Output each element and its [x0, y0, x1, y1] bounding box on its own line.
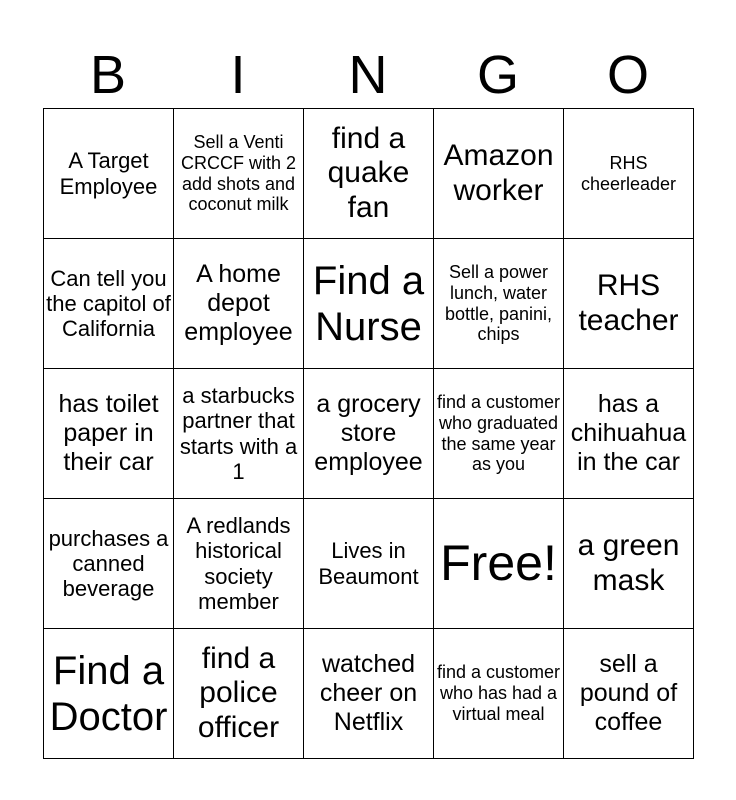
cell-text: A home depot employee — [184, 260, 293, 346]
bingo-cell[interactable] — [434, 369, 564, 499]
bingo-cell[interactable] — [174, 239, 304, 369]
bingo-cell[interactable] — [174, 369, 304, 499]
bingo-cell[interactable] — [434, 239, 564, 369]
bingo-cell[interactable] — [304, 369, 434, 499]
bingo-cell[interactable] — [564, 369, 694, 499]
bingo-cell[interactable] — [564, 109, 694, 239]
bingo-cell[interactable] — [44, 109, 174, 239]
bingo-cell[interactable] — [174, 629, 304, 759]
bingo-cell[interactable] — [44, 499, 174, 629]
header-letter-n: N — [348, 45, 388, 105]
cell-text: has a chihuahua in the car — [570, 390, 687, 476]
cell-text: Free! — [440, 534, 557, 591]
cell-text: a grocery store employee — [314, 390, 423, 476]
header-letter-b: B — [89, 45, 127, 105]
bingo-cell[interactable] — [304, 499, 434, 629]
bingo-cell[interactable] — [304, 239, 434, 369]
cell-text: find a quake fan — [327, 121, 410, 224]
bingo-cell[interactable] — [44, 629, 174, 759]
bingo-cell[interactable] — [564, 629, 694, 759]
header-letter-i: I — [230, 45, 246, 105]
cell-text: has toilet paper in their car — [58, 390, 159, 476]
bingo-cell[interactable] — [434, 499, 564, 629]
bingo-cell[interactable] — [174, 109, 304, 239]
cell-text: RHS teacher — [578, 269, 679, 337]
cell-text: Sell a Venti CRCCF with 2 add shots and coconut milk — [180, 132, 296, 215]
cell-text: a starbucks partner that starts with a 1 — [179, 382, 298, 484]
bingo-cell[interactable] — [434, 629, 564, 759]
cell-text: a green mask — [577, 529, 680, 597]
bingo-cell[interactable] — [564, 499, 694, 629]
cell-text: purchases a canned beverage — [48, 525, 169, 602]
cell-text: RHS cheerleader — [580, 152, 677, 194]
bingo-cell[interactable] — [44, 239, 174, 369]
cell-text: Find a Doctor — [49, 648, 168, 739]
cell-text: watched cheer on Netflix — [319, 650, 418, 736]
bingo-cell[interactable] — [564, 239, 694, 369]
cell-text: Can tell you the capitol of California — [46, 265, 171, 342]
cell-text: Amazon worker — [443, 139, 554, 207]
cell-text: Lives in Beaumont — [318, 538, 419, 589]
cell-text: find a police officer — [197, 641, 280, 744]
bingo-cell[interactable] — [44, 369, 174, 499]
bingo-cell[interactable] — [304, 109, 434, 239]
header-letter-g: G — [476, 45, 519, 105]
bingo-cell[interactable] — [174, 499, 304, 629]
cell-text: sell a pound of coffee — [579, 650, 678, 736]
cell-text: find a customer who has had a virtual meal — [436, 662, 561, 724]
bingo-cell[interactable] — [434, 109, 564, 239]
bingo-header — [43, 42, 693, 108]
bingo-cell[interactable] — [304, 629, 434, 759]
cell-text: Find a Nurse — [312, 258, 425, 349]
cell-text: A Target Employee — [59, 148, 158, 199]
cell-text: A redlands historical society member — [186, 512, 291, 614]
cell-text: find a customer who graduated the same year as you — [436, 392, 561, 475]
bingo-board — [43, 108, 694, 759]
cell-text: Sell a power lunch, water bottle, panini, chips — [444, 262, 553, 345]
header-letter-o: O — [606, 45, 649, 105]
